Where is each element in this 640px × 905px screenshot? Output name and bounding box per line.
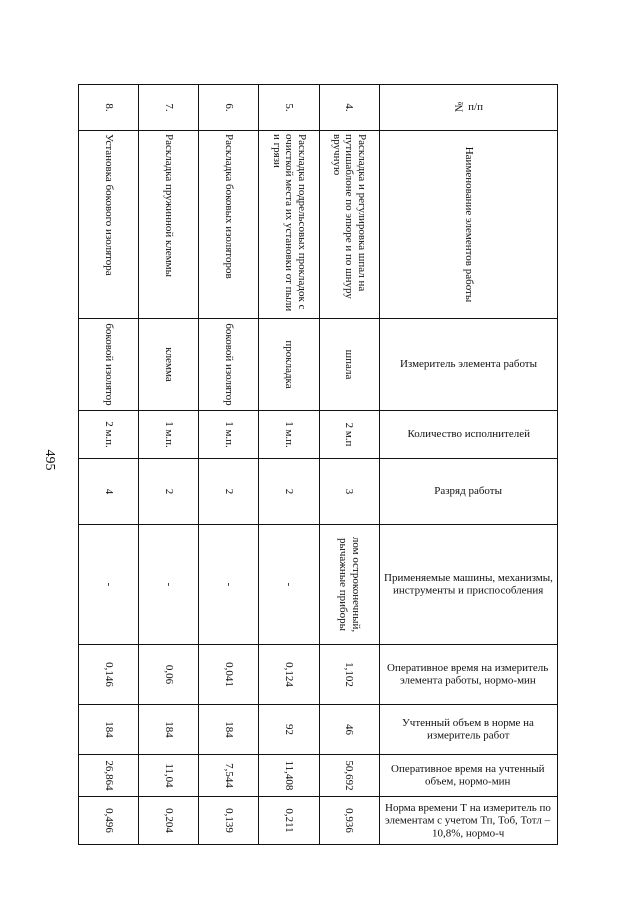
row-volume: 184 <box>79 705 139 755</box>
row-count: 1 м.п. <box>259 411 319 459</box>
row-op-time: 0,041 <box>199 645 259 705</box>
row-name: Раскладка и регулировка шпал на путишаблоне по эпюре и по шнуру вручную <box>319 131 379 319</box>
row-grade: 2 <box>259 459 319 525</box>
row-meter: шпала <box>319 319 379 411</box>
row-machines: - <box>139 525 199 645</box>
row-machines: - <box>259 525 319 645</box>
header-op-time-text: Оперативное время на измеритель элемента работы, нормо-мин <box>387 661 549 687</box>
row-count: 1 м.п. <box>199 411 259 459</box>
header-name-text: Наименование элементов работы <box>462 146 475 303</box>
row-volume: 184 <box>139 705 199 755</box>
row-grade: 2 <box>199 459 259 525</box>
row-num: 6. <box>199 85 259 131</box>
header-count <box>379 411 557 459</box>
row-count: 1 м.п. <box>139 411 199 459</box>
row-op-time-volume: 7,544 <box>199 755 259 797</box>
row-norm: 0,936 <box>319 797 379 845</box>
header-meter <box>379 319 557 411</box>
header-num <box>379 85 557 131</box>
row-norm: 0,496 <box>79 797 139 845</box>
header-op-time <box>379 645 557 705</box>
row-volume: 46 <box>319 705 379 755</box>
row-volume: 92 <box>259 705 319 755</box>
table-row <box>199 85 259 845</box>
row-name: Раскладка боковых изоляторов <box>199 131 259 319</box>
row-name: Раскладка пружинной клеммы <box>139 131 199 319</box>
row-machines: лом остроконечный, рычажные приборы <box>319 525 379 645</box>
row-volume: 184 <box>199 705 259 755</box>
row-meter: клемма <box>139 319 199 411</box>
row-num: 7. <box>139 85 199 131</box>
page-number: 495 <box>42 449 57 471</box>
row-meter: прокладка <box>259 319 319 411</box>
row-norm: 0,139 <box>199 797 259 845</box>
rotated-table-wrapper <box>78 84 558 844</box>
header-machines-text: Применяемые машины, механизмы, инструменты и приспособления <box>383 571 553 597</box>
row-name: Установка бокового изолятора <box>79 131 139 319</box>
row-grade: 2 <box>139 459 199 525</box>
row-op-time-volume: 50,692 <box>319 755 379 797</box>
table-row <box>79 85 139 845</box>
row-num: 5. <box>259 85 319 131</box>
row-op-time-volume: 11,04 <box>139 755 199 797</box>
row-meter: боковой изолятор <box>79 319 139 411</box>
row-op-time: 0,146 <box>79 645 139 705</box>
row-op-time: 0,06 <box>139 645 199 705</box>
header-meter-text: Измеритель элемента работы <box>399 358 537 371</box>
row-op-time-volume: 11,408 <box>259 755 319 797</box>
work-elements-table <box>78 84 558 845</box>
header-norm-text: Норма времени Т на измеритель по элементам с учетом Тп, Тоб, Тотл – 10,8%, нормо-ч <box>385 801 552 839</box>
row-norm: 0,204 <box>139 797 199 845</box>
row-grade: 3 <box>319 459 379 525</box>
table-row <box>319 85 379 845</box>
row-op-time-volume: 26,864 <box>79 755 139 797</box>
header-op-time-volume-text: Оперативное время на учтенный объем, нормо-мин <box>391 762 546 788</box>
header-name <box>379 131 557 319</box>
table-header-row <box>379 85 557 845</box>
landscape-table-container <box>78 84 558 844</box>
row-op-time: 1,102 <box>319 645 379 705</box>
row-count: 2 м.п <box>319 411 379 459</box>
row-machines: - <box>199 525 259 645</box>
row-count: 2 м.п. <box>79 411 139 459</box>
row-grade: 4 <box>79 459 139 525</box>
row-norm: 0,211 <box>259 797 319 845</box>
header-count-text: Количество исполнителей <box>407 428 530 441</box>
table-row <box>259 85 319 845</box>
header-machines <box>379 525 557 645</box>
header-grade <box>379 459 557 525</box>
row-num: 8. <box>79 85 139 131</box>
header-grade-text: Разряд работы <box>434 485 503 498</box>
table-row <box>139 85 199 845</box>
row-num: 4. <box>319 85 379 131</box>
header-num-text: № п/п <box>453 101 484 114</box>
row-meter: боковой изолятор <box>199 319 259 411</box>
header-norm <box>379 797 557 845</box>
header-op-time-volume <box>379 755 557 797</box>
row-op-time: 0,124 <box>259 645 319 705</box>
row-name: Раскладка подрельсовых прокладок с очисткой места их установки от пыли и грязи <box>259 131 319 319</box>
header-volume-text: Учтенный объем в норме на измеритель работ <box>402 716 535 742</box>
header-volume <box>379 705 557 755</box>
row-machines: - <box>79 525 139 645</box>
